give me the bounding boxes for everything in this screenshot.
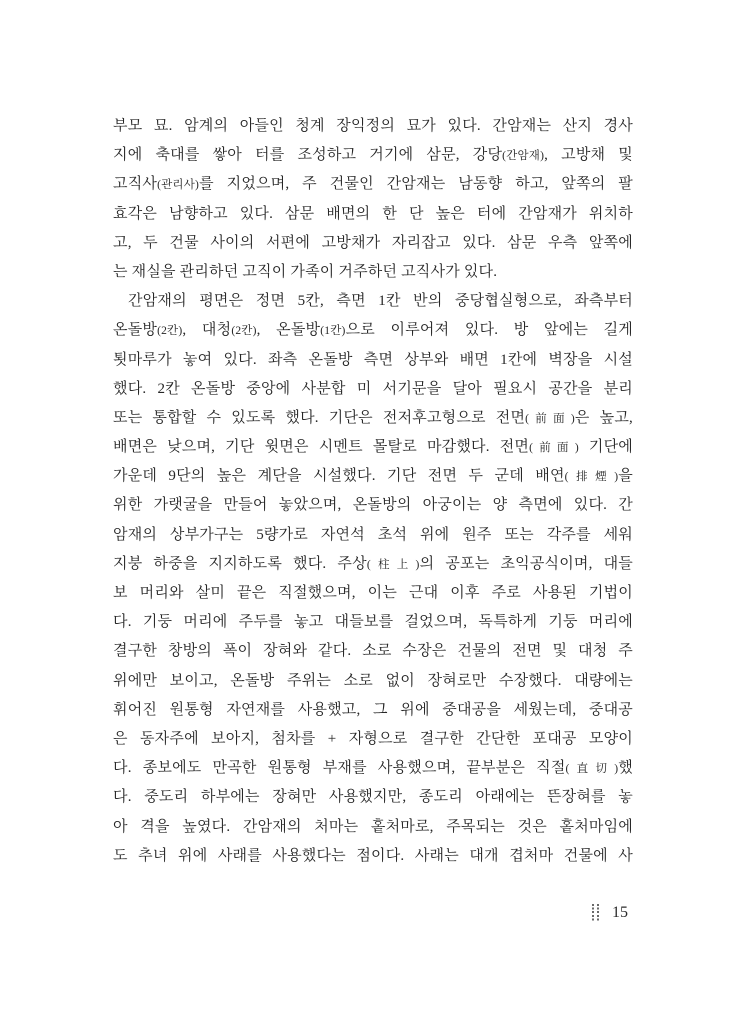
text-segment: 암재의 상부가구는 5량가로 자연석 초석 위에 원주 또는 각주를 세워 — [113, 526, 633, 543]
text-line — [113, 491, 633, 520]
text-segment: 했 — [618, 760, 633, 777]
text-line — [113, 433, 633, 462]
text-line — [113, 783, 633, 812]
text-line — [113, 754, 633, 783]
text-segment: 다. 기둥 머리에 주두를 놓고 대들보를 걸었으며, 독특하게 기둥 머리에 — [113, 614, 633, 631]
text-segment: 는 재실을 관리하던 고직이 가족이 거주하던 고직사가 있다. — [113, 263, 498, 280]
inline-annotation: (直切) — [565, 763, 619, 776]
text-line — [113, 521, 633, 550]
text-segment: 툇마루가 놓여 있다. 좌측 온돌방 측면 상부와 배면 1칸에 벽장을 시설 — [113, 351, 633, 368]
text-segment: 를 지었으며, 주 건물인 간암재는 남동향 하고, 앞쪽의 팔 — [199, 176, 633, 193]
text-line — [113, 258, 633, 287]
text-segment: 가운데 9단의 높은 계단을 시설했다. 기단 전면 두 군데 배연 — [113, 468, 565, 485]
text-segment: 은 높고, — [574, 409, 633, 426]
text-line — [113, 346, 633, 375]
text-segment: 을 — [618, 468, 633, 485]
text-segment: 지붕 하중을 지지하도록 했다. 주상 — [113, 555, 367, 572]
inline-annotation: (1칸) — [320, 325, 346, 338]
text-segment: , 온돌방 — [256, 322, 321, 339]
text-line — [113, 229, 633, 258]
paragraph-1 — [113, 112, 633, 287]
text-line — [113, 667, 633, 696]
text-line — [113, 170, 633, 199]
inline-annotation: (柱上) — [366, 558, 420, 571]
text-segment: 위한 가랫굴을 만들어 놓았으며, 온돌방의 아궁이는 양 측면에 있다. 간 — [113, 497, 633, 514]
text-line — [113, 141, 633, 170]
text-line — [113, 375, 633, 404]
text-line — [113, 316, 633, 345]
inline-annotation: (2칸) — [157, 325, 183, 338]
page-footer — [592, 904, 628, 921]
text-segment: 다. 종보에도 만곡한 원통형 부재를 사용했으며, 끝부분은 직절 — [113, 760, 566, 777]
text-segment: 의 공포는 초익공식이며, 대들 — [419, 555, 633, 572]
text-segment: 은 동자주에 보아지, 첨차를 + 자형으로 결구한 간단한 포대공 모양이 — [113, 730, 633, 747]
text-line — [113, 842, 633, 871]
text-segment: 으로 이루어져 있다. 방 앞에는 길게 — [345, 322, 633, 339]
page-number: 15 — [612, 904, 628, 921]
text-line — [113, 462, 633, 491]
text-block — [113, 112, 633, 871]
text-line — [113, 637, 633, 666]
text-segment: 기단에 — [578, 439, 633, 456]
text-segment: 배면은 낮으며, 기단 윗면은 시멘트 몰탈로 마감했다. 전면 — [113, 439, 530, 456]
text-line — [113, 287, 633, 316]
text-line — [113, 813, 633, 842]
dotted-ornament-icon — [592, 904, 599, 921]
text-segment: 간암재의 평면은 정면 5칸, 측면 1칸 반의 중당협실형으로, 좌측부터 — [128, 293, 633, 310]
inline-annotation: (관리사) — [157, 179, 200, 192]
text-segment: 고, 두 건물 사이의 서편에 고방채가 자리잡고 있다. 삼문 우측 앞쪽에 — [113, 234, 633, 251]
text-segment: 휘어진 원통형 자연재를 사용했고, 그 위에 중대공을 세웠는데, 중대공 — [113, 701, 633, 718]
text-line — [113, 404, 633, 433]
text-line — [113, 696, 633, 725]
text-segment: 부모 묘. 암계의 아들인 청계 장익정의 묘가 있다. 간암재는 산지 경사 — [113, 118, 633, 134]
inline-annotation: (2칸) — [231, 325, 257, 338]
inline-annotation: (간암재) — [502, 150, 545, 163]
text-segment: , 대청 — [182, 322, 232, 339]
inline-annotation: (前面) — [525, 412, 575, 425]
text-segment: 아 격을 높였다. 간암재의 처마는 홑처마로, 주목되는 것은 홑처마임에 — [113, 818, 633, 835]
text-segment: 결구한 창방의 폭이 장혀와 같다. 소로 수장은 건물의 전면 및 대청 주 — [113, 643, 633, 660]
text-segment: 위에만 보이고, 온돌방 주위는 소로 없이 장혀로만 수장했다. 대량에는 — [113, 672, 633, 689]
inline-annotation: (前面) — [529, 442, 579, 455]
text-line — [113, 579, 633, 608]
text-line — [113, 200, 633, 229]
text-segment: 효각은 남향하고 있다. 삼문 배면의 한 단 높은 터에 간암재가 위치하 — [113, 205, 633, 222]
text-line — [113, 112, 633, 141]
text-segment: 보 머리와 살미 끝은 직절했으며, 이는 근대 이후 주로 사용된 기법이 — [113, 585, 633, 601]
inline-annotation: (排煙) — [564, 471, 619, 484]
paragraph-2 — [113, 287, 633, 871]
text-segment: 도 추녀 위에 사래를 사용했다는 점이다. 사래는 대개 겹처마 건물에 사 — [113, 847, 633, 864]
text-segment: 했다. 2칸 온돌방 중앙에 사분합 미 서기문을 달아 필요시 공간을 분리 — [113, 380, 633, 397]
text-segment: 온돌방 — [113, 322, 158, 339]
text-segment: 지에 축대를 쌓아 터를 조성하고 거기에 삼문, 강당 — [113, 147, 503, 164]
text-segment: , 고방채 및 — [544, 147, 633, 164]
text-segment: 또는 통합할 수 있도록 했다. 기단은 전저후고형으로 전면 — [113, 409, 526, 426]
text-segment: 고직사 — [113, 176, 158, 193]
text-line — [113, 725, 633, 754]
text-line — [113, 608, 633, 637]
text-segment: 다. 중도리 하부에는 장혀만 사용했지만, 종도리 아래에는 뜬장혀를 놓 — [113, 789, 633, 806]
text-line — [113, 550, 633, 579]
